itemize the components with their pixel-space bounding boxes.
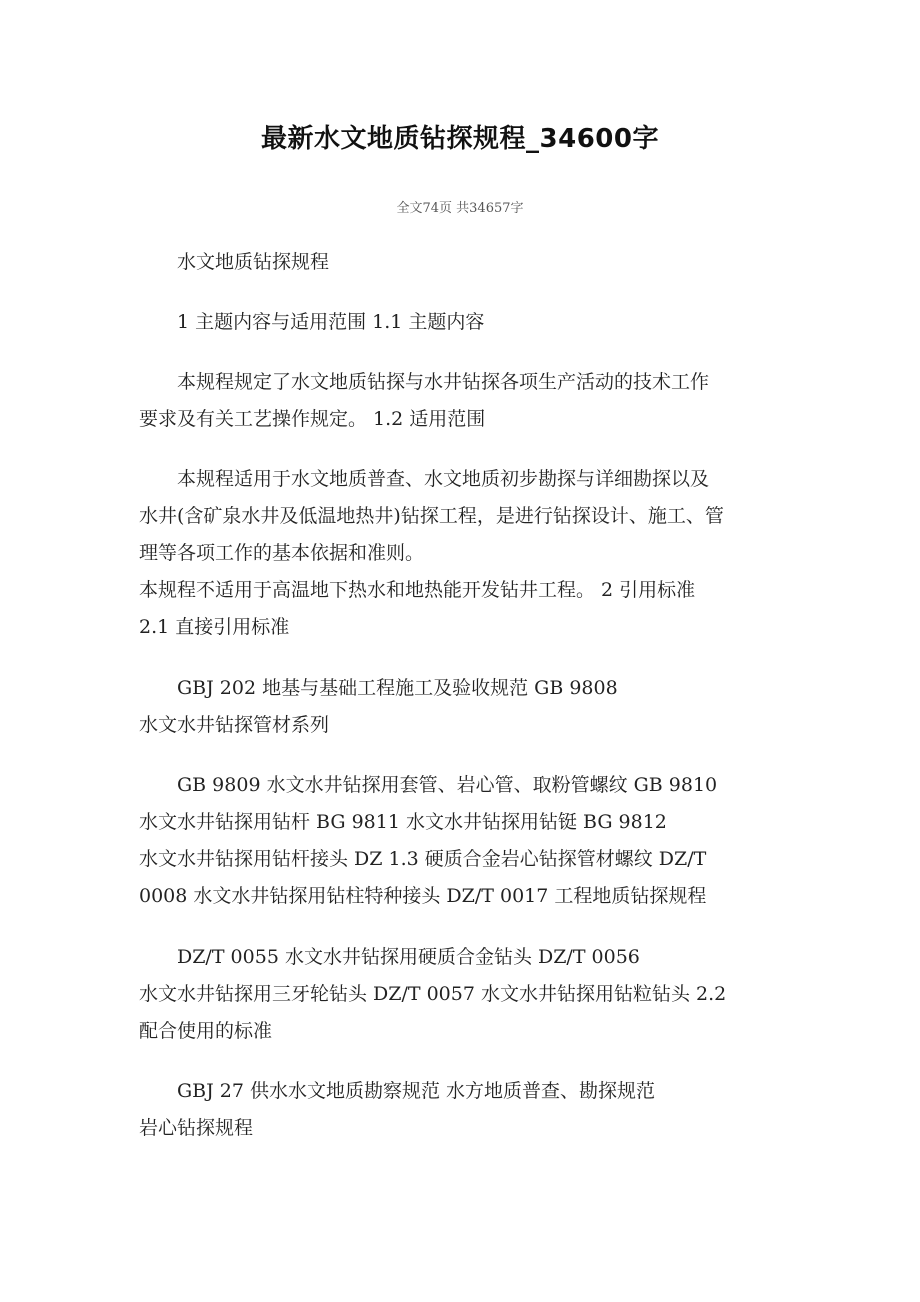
paragraph-text: GBJ 202 地基与基础工程施工及验收规范 GB 9808 水文水井钻探管材系列 xyxy=(139,677,618,736)
paragraph xyxy=(139,572,784,646)
paragraph-text: 本规程不适用于高温地下热水和地热能开发钻井工程。 2 引用标准 2.1 直接引用标准 xyxy=(139,579,696,638)
paragraph xyxy=(139,767,784,915)
paragraph xyxy=(139,1073,784,1147)
paragraph-text: GBJ 27 供水水文地质勘察规范 水方地质普查、勘探规范 岩心钻探规程 xyxy=(139,1080,656,1139)
document-title: 最新水文地质钻探规程_34600字 xyxy=(261,124,659,154)
paragraph xyxy=(139,244,784,281)
paragraph xyxy=(139,461,784,572)
paragraph-text: 本规程适用于水文地质普查、水文地质初步勘探与详细勘探以及 水井(含矿泉水井及低温地热井)钻探工程，是进行钻探设计、施工、管 理等各项工作的基本依据和准则。 xyxy=(139,468,724,564)
paragraph xyxy=(139,364,784,438)
paragraph-text: GB 9809 水文水井钻探用套管、岩心管、取粉管螺纹 GB 9810 水文水井钻探用钻杆 BG 9811 水文水井钻探用钻铤 BG 9812 水文水井钻探用钻杆接头 DZ 1.3 硬质合金岩心钻探管材螺纹 DZ/T 0008 水文水井钻探用钻柱特种接头 DZ/T 0017 工程地质钻探规程 xyxy=(139,774,718,907)
paragraph xyxy=(139,304,784,341)
paragraph xyxy=(139,939,784,1050)
paragraph xyxy=(139,670,784,744)
paragraph-text: DZ/T 0055 水文水井钻探用硬质合金钻头 DZ/T 0056 水文水井钻探用三牙轮钻头 DZ/T 0057 水文水井钻探用钻粒钻头 2.2 配合使用的标准 xyxy=(139,946,727,1042)
paragraph-text: 1 主题内容与适用范围 1.1 主题内容 xyxy=(177,311,485,333)
document-meta: 全文74页 共34657字 xyxy=(396,201,524,216)
paragraph-text: 水文地质钻探规程 xyxy=(177,251,330,273)
paragraph-text: 本规程规定了水文地质钻探与水井钻探各项生产活动的技术工作 要求及有关工艺操作规定。 1.2 适用范围 xyxy=(139,371,710,430)
